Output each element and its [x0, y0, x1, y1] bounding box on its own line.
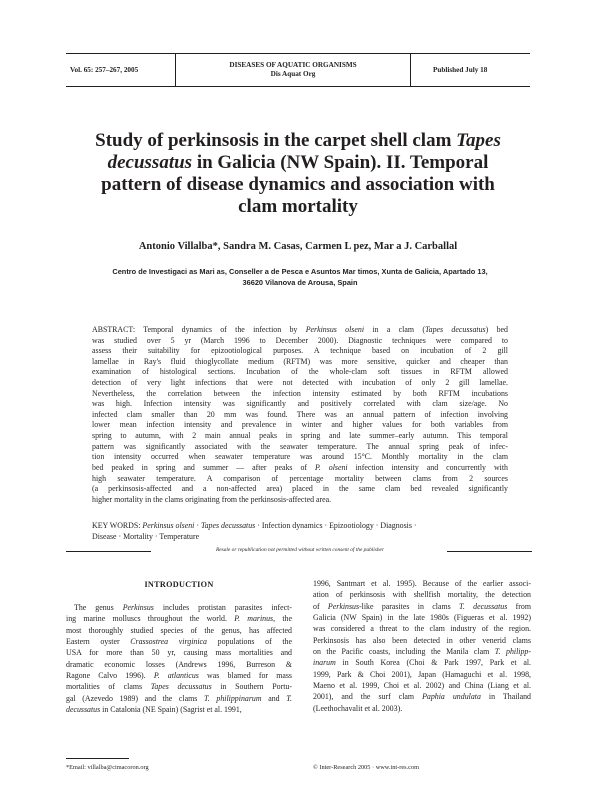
body-line: 1996, Santmart et al. 1995). Because of the earlier associ-: [313, 579, 531, 588]
abstract: [92, 325, 508, 505]
title-text: pattern of disease dynamics and association with: [101, 174, 495, 195]
body-line: Maeno et al. 1999, Choi et al. 2002) and China (Liang et al.: [313, 681, 531, 691]
abstract-line: bed peaked in spring and summer — after peaks of P. olseni infection intensity and concurrently with: [92, 462, 508, 472]
footnote-divider: [66, 758, 129, 759]
abstract-line: lamellae in Ray's fluid thioglycollate medium (RFTM) was more sensitive, quicker and cheaper than: [92, 356, 508, 366]
title-italic: decussatus: [107, 152, 193, 173]
abstract-line: detection of very light infections that were not detected with incubation of only 2 gill lamellae.: [92, 378, 508, 388]
affiliation-line: Centro de Investigaci as Mari as, Conseller a de Pesca e Asuntos Mar timos, Xunta de Galicia, Apartado 13,: [112, 267, 488, 276]
keywords-label: KEY WORDS:: [92, 521, 143, 530]
abstract-line: ABSTRACT: Temporal dynamics of the infection by Perkinsus olseni in a clam (Tapes decussatus) bed: [92, 325, 508, 334]
body-line: Ragone Calvo 1996). P. atlanticus was blamed for mass: [66, 671, 292, 681]
abstract-line: high seawater temperature. A comparison of percentage mortality between clams from 2 sources: [92, 473, 508, 483]
divider: [447, 551, 532, 552]
affiliation-line: 36620 Vilanova de Arousa, Spain: [242, 278, 358, 287]
journal-name: DISEASES OF AQUATIC ORGANISMS: [229, 61, 357, 69]
section-heading: INTRODUCTION: [144, 580, 214, 589]
keyword: · Infection dynamics · Epizootiology · Diagnosis ·: [255, 521, 417, 530]
abstract-line: assess their suitability for epizootiological purposes. A technique based on incubation of 2 gill: [92, 346, 508, 356]
publication-date: Published July 18: [410, 54, 530, 86]
journal-name-block: [176, 54, 410, 86]
abstract-line: infected clam smaller than 20 mm was found. There was an annual pattern of infection involving: [92, 409, 508, 419]
body-line: (Leethochavalit et al. 2003).: [313, 703, 403, 713]
author-list: Antonio Villalba*, Sandra M. Casas, Carmen L pez, Mar a J. Carballal: [138, 241, 458, 252]
body-line: ing marine molluscs throughout the world. P. marinus, the: [66, 614, 292, 624]
title-italic: Tapes: [456, 130, 501, 151]
body-line: USA for more than 50 yr, causing mass mortalities and: [66, 648, 292, 658]
abstract-line: was high. Infection intensity was significantly and positively correlated with clam size/age. No: [92, 399, 508, 409]
keywords: KEY WORDS: Perkinsus olseni · Tapes decussatus · Infection dynamics · Epizootiology · Diagnosis · Disease · Mortality · Temperature: [92, 521, 508, 542]
abstract-line: examination of histological sections. Incubation of the whole-clam soft tissues in RFTM allowed: [92, 367, 508, 377]
article-title: [66, 130, 530, 218]
abstract-line: lower mean infection intensity and prevalence in winter and higher values for both variables from: [92, 420, 508, 430]
body-line: Eastern oyster Crassostrea virginica populations of the: [66, 637, 292, 647]
body-line: of Perkinsus-like parasites in clams T. decussatus from: [313, 601, 532, 611]
body-line: decussatus in Catalonia (NE Spain) (Sagrist et al. 1991,: [66, 705, 242, 715]
keyword: Perkinsus olseni: [142, 521, 195, 530]
body-column-left: [66, 602, 292, 715]
keyword: Disease · Mortality · Temperature: [92, 531, 200, 541]
body-line: was considered a threat to the clam industry of the region.: [313, 624, 531, 634]
body-line: Perkinsosis has also been detected in other venerid clams: [313, 635, 531, 645]
author-email-footnote: *Email: villalba@cimacoron.org: [66, 764, 149, 771]
volume-info: Vol. 65: 257–267, 2005: [66, 54, 176, 86]
body-line: gal (Azevedo 1989) and the clams T. philippinarum and T.: [66, 693, 293, 703]
abstract-line: spring to autumn, with 2 main annual peaks in spring and late summer–early autumn. This temporal: [92, 431, 508, 441]
body-line: inarum in South Korea (Choi & Park 1997, Park et al.: [313, 658, 531, 668]
abstract-line: Nevertheless, the correlation between the infection intensity estimated by both RFTM incubations: [92, 388, 508, 398]
journal-header: [66, 53, 530, 87]
body-line: mortalities of clams Tapes decussatus in Southern Portu-: [66, 682, 292, 692]
copyright-notice: © Inter-Research 2005 · www.int-res.com: [313, 764, 420, 771]
body-line: dramatic economic losses (Andrews 1996, Burreson &: [66, 659, 292, 669]
affiliation: [90, 266, 510, 288]
title-text: Study of perkinsosis in the carpet shell clam: [95, 130, 457, 151]
body-line: on the Pacific coasts, including the Manila clam T. philipp-: [313, 647, 532, 657]
journal-abbrev: Dis Aquat Org: [270, 70, 316, 78]
abstract-line: higher mortality in the clams originating from the perkinsosis-affected area.: [92, 494, 332, 504]
title-text: in Galicia (NW Spain). II. Temporal: [192, 152, 489, 173]
body-line: 2001), and the surf clam Paphia undulata in Thailand: [313, 692, 531, 702]
divider: [66, 551, 151, 552]
republication-notice: Resale or republication not permitted without written consent of the publisher: [215, 547, 385, 553]
abstract-line: tion intensity occurred when seawater temperature was around 15°C. Monthly mortality in the clam: [92, 452, 508, 462]
body-line: ation of perkinsosis with shellfish mortality, the detection: [313, 590, 531, 600]
body-line: most thoroughly studied species of the genus, has affected: [66, 625, 292, 635]
body-column-right: [313, 578, 531, 714]
body-line: Galicia (NW Spain) in the late 1980s (Figueras et al. 1992): [313, 613, 531, 623]
body-line: 1999, Park & Choi 2001), Japan (Hamaguchi et al. 1998,: [313, 669, 531, 679]
keyword: Tapes decussatus: [200, 521, 256, 530]
body-line: The genus Perkinsus includes protistan parasites infect-: [74, 603, 293, 612]
title-text: clam mortality: [238, 196, 358, 217]
abstract-line: pattern was significantly associated with the seawater temperature. The annual spring peak of infec-: [92, 441, 508, 451]
abstract-line: was studied over 5 yr (March 1996 to December 2000). Diagnostic techniques were compared to: [92, 335, 508, 345]
abstract-line: (a perkinsosis-affected and a non-affected area) placed in the same clam bed revealed significantly: [92, 484, 508, 494]
